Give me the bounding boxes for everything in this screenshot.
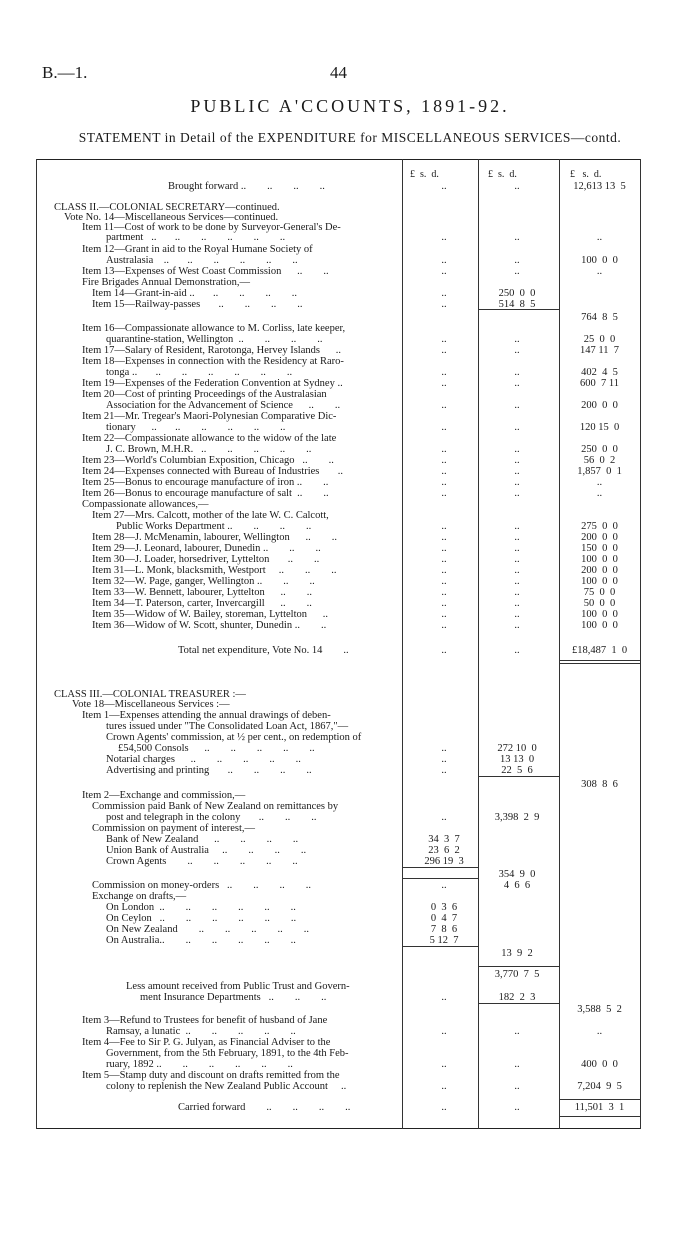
- column-header-1: £ s. d.: [410, 169, 439, 180]
- amount-c3: 11,501 3 1: [574, 1102, 625, 1113]
- subtotal-rule: [559, 663, 640, 664]
- amount-c1: ..: [441, 554, 447, 565]
- amount-c3: 402 4 5: [581, 367, 618, 378]
- row-description: Item 3—Refund to Trustees for benefit of husband of Jane: [82, 1015, 328, 1026]
- row-description: partment .. .. .. .. .. ..: [106, 232, 286, 243]
- row-description: Carried forward .. .. .. ..: [178, 1102, 351, 1113]
- row-description: £54,500 Consols .. .. .. .. ..: [118, 743, 315, 754]
- row-description: On Australia.. .. .. .. .. ..: [106, 935, 296, 946]
- amount-c1: ..: [441, 765, 447, 776]
- amount-c3: £18,487 1 0: [571, 645, 628, 656]
- row-description: colony to replenish the New Zealand Public Account ..: [106, 1081, 347, 1092]
- row-description: post and telegraph in the colony .. .. ..: [106, 812, 317, 823]
- amount-c1: ..: [441, 587, 447, 598]
- amount-c2: ..: [514, 1102, 520, 1113]
- subtotal-rule: [559, 1116, 640, 1117]
- amount-c2: ..: [514, 1059, 520, 1070]
- amount-c1: ..: [441, 266, 447, 277]
- row-description: On Ceylon .. .. .. .. .. ..: [106, 913, 297, 924]
- amount-c2: 13 13 0: [499, 754, 535, 765]
- amount-c2: ..: [514, 444, 520, 455]
- page-number: 44: [330, 63, 347, 82]
- amount-c1: ..: [441, 455, 447, 466]
- amount-c2: 3,398 2 9: [494, 812, 540, 823]
- row-description: ment Insurance Departments .. .. ..: [140, 992, 327, 1003]
- row-description: Bank of New Zealand .. .. .. ..: [106, 834, 299, 845]
- document-reference: B.—1.: [42, 63, 88, 82]
- amount-c2: 250 0 0: [498, 288, 536, 299]
- amount-c2: 514 8 5: [498, 299, 536, 310]
- row-description: Item 12—Grant in aid to the Royal Humane Society of: [82, 244, 313, 255]
- subtotal-rule: [402, 946, 478, 947]
- row-description: Item 21—Mr. Tregear's Maori-Polynesian Comparative Dic-: [82, 411, 337, 422]
- amount-c1: ..: [441, 488, 447, 499]
- row-description: Commission paid Bank of New Zealand on remittances by: [92, 801, 339, 812]
- amount-c2: ..: [514, 532, 520, 543]
- amount-c2: ..: [514, 255, 520, 266]
- amount-c1: ..: [441, 422, 447, 433]
- amount-c1: ..: [441, 232, 447, 243]
- statement-subtitle: STATEMENT in Detail of the EXPENDITURE for MISCELLANEOUS SERVICES—contd.: [78, 130, 622, 145]
- amount-c1: 7 8 6: [430, 924, 458, 935]
- amount-c3: ..: [596, 232, 603, 243]
- row-description: Crown Agents' commission, at ½ per cent., on redemption of: [106, 732, 362, 743]
- row-description: Item 34—T. Paterson, carter, Invercargill .. ..: [92, 598, 312, 609]
- amount-c2: ..: [514, 488, 520, 499]
- table-top-rule: [36, 159, 640, 160]
- amount-c3: 275 0 0: [581, 521, 618, 532]
- amount-c3: 308 8 6: [581, 779, 618, 790]
- amount-c2: ..: [514, 400, 520, 411]
- amount-c3: 400 0 0: [581, 1059, 618, 1070]
- row-description: CLASS III.—COLONIAL TREASURER :—: [54, 689, 246, 700]
- amount-c1: ..: [441, 288, 447, 299]
- amount-c2: ..: [514, 521, 520, 532]
- row-description: Item 15—Railway-passes .. .. .. ..: [92, 299, 303, 310]
- amount-c2: ..: [514, 422, 520, 433]
- amount-c2: ..: [514, 334, 520, 345]
- row-description: Item 20—Cost of printing Proceedings of the Australasian: [82, 389, 327, 400]
- amount-c3: ..: [596, 477, 603, 488]
- subtotal-rule: [402, 878, 478, 879]
- row-description: Item 11—Cost of work to be done by Surveyor-General's De-: [82, 222, 341, 233]
- amount-c1: ..: [441, 477, 447, 488]
- table-bottom-rule: [36, 1128, 640, 1129]
- subtotal-rule: [402, 867, 478, 868]
- amount-c1: ..: [441, 743, 447, 754]
- amount-c1: ..: [441, 754, 447, 765]
- amount-c1: ..: [441, 466, 447, 477]
- amount-c2: 13 9 2: [501, 948, 533, 959]
- amount-c1: ..: [441, 1026, 447, 1037]
- amount-c1: 0 4 7: [430, 913, 458, 924]
- row-description: Item 33—W. Bennett, labourer, Lyttelton .. ..: [92, 587, 312, 598]
- row-description: Vote 18—Miscellaneous Services :—: [72, 699, 230, 710]
- amount-c2: ..: [514, 181, 520, 192]
- amount-c3: 200 0 0: [581, 400, 618, 411]
- row-description: Compassionate allowances,—: [82, 499, 209, 510]
- amount-c3: 200 0 0: [581, 532, 618, 543]
- row-description: On London .. .. .. .. .. ..: [106, 902, 296, 913]
- amount-c2: ..: [514, 1026, 520, 1037]
- amount-c2: ..: [514, 598, 520, 609]
- amount-c3: 100 0 0: [581, 576, 618, 587]
- row-description: Total net expenditure, Vote No. 14 ..: [178, 645, 349, 656]
- row-description: Item 13—Expenses of West Coast Commission .. ..: [82, 266, 329, 277]
- amount-c3: ..: [596, 1026, 603, 1037]
- amount-c1: ..: [441, 609, 447, 620]
- row-description: Item 4—Fee to Sir P. G. Julyan, as Financial Adviser to the: [82, 1037, 331, 1048]
- row-description: tionary .. .. .. .. .. ..: [106, 422, 286, 433]
- column-header-3: £ s. d.: [570, 169, 602, 180]
- row-description: Advertising and printing .. .. .. ..: [106, 765, 312, 776]
- amount-c1: ..: [441, 334, 447, 345]
- amount-c1: ..: [441, 378, 447, 389]
- amount-c1: ..: [441, 812, 447, 823]
- column-header-2: £ s. d.: [488, 169, 517, 180]
- row-description: Item 31—L. Monk, blacksmith, Westport .. .. ..: [92, 565, 337, 576]
- subtotal-rule: [478, 1003, 559, 1004]
- amount-c3: 7,204 9 5: [577, 1081, 622, 1092]
- amount-c2: ..: [514, 620, 520, 631]
- amount-c2: ..: [514, 477, 520, 488]
- row-description: Commission on payment of interest,—: [92, 823, 256, 834]
- amount-c2: ..: [514, 266, 520, 277]
- amount-c2: ..: [514, 367, 520, 378]
- row-description: Item 2—Exchange and commission,—: [82, 790, 246, 801]
- row-description: Ramsay, a lunatic .. .. .. .. ..: [106, 1026, 296, 1037]
- amount-c1: ..: [441, 367, 447, 378]
- row-description: Item 1—Expenses attending the annual drawings of deben-: [82, 710, 331, 721]
- amount-c2: ..: [514, 1081, 520, 1092]
- amount-c1: 296 19 3: [424, 856, 464, 867]
- row-description: Item 17—Salary of Resident, Rarotonga, Hervey Islands ..: [82, 345, 341, 356]
- row-description: Commission on money-orders .. .. .. ..: [92, 880, 312, 891]
- amount-c2: 22 5 6: [501, 765, 533, 776]
- amount-c2: 182 2 3: [498, 992, 536, 1003]
- column-divider-3: [559, 159, 560, 1129]
- subtotal-rule: [478, 776, 559, 777]
- amount-c3: 100 0 0: [581, 255, 618, 266]
- amount-c3: 3,588 5 2: [577, 1004, 622, 1015]
- row-description: CLASS II.—COLONIAL SECRETARY—continued.: [54, 202, 280, 213]
- amount-c2: ..: [514, 345, 520, 356]
- amount-c1: ..: [441, 1059, 447, 1070]
- amount-c2: ..: [514, 609, 520, 620]
- amount-c3: ..: [596, 266, 603, 277]
- row-description: Item 18—Expenses in connection with the Residency at Raro-: [82, 356, 344, 367]
- row-description: ruary, 1892 .. .. .. .. .. ..: [106, 1059, 293, 1070]
- row-description: Item 27—Mrs. Calcott, mother of the late W. C. Calcott,: [92, 510, 329, 521]
- amount-c1: 23 6 2: [428, 845, 460, 856]
- amount-c2: ..: [514, 565, 520, 576]
- row-description: Vote No. 14—Miscellaneous Services—continued.: [64, 212, 279, 223]
- amount-c1: ..: [441, 1081, 447, 1092]
- amount-c1: ..: [441, 598, 447, 609]
- amount-c3: 56 0 2: [583, 455, 616, 466]
- row-description: Item 22—Compassionate allowance to the widow of the late: [82, 433, 337, 444]
- amount-c2: ..: [514, 543, 520, 554]
- amount-c1: ..: [441, 532, 447, 543]
- row-description: quarantine-station, Wellington .. .. .. ..: [106, 334, 323, 345]
- amount-c3: 150 0 0: [581, 543, 618, 554]
- amount-c3: 75 0 0: [583, 587, 616, 598]
- row-description: Item 28—J. McMenamin, labourer, Wellington .. ..: [92, 532, 337, 543]
- row-description: Item 29—J. Leonard, labourer, Dunedin .. .. ..: [92, 543, 321, 554]
- amount-c1: ..: [441, 299, 447, 310]
- amount-c3: 50 0 0: [583, 598, 616, 609]
- amount-c1: 5 12 7: [429, 935, 459, 946]
- row-description: Item 19—Expenses of the Federation Convention at Sydney ..: [82, 378, 343, 389]
- amount-c3: 250 0 0: [581, 444, 618, 455]
- amount-c2: 354 9 0: [498, 869, 536, 880]
- row-description: Association for the Advancement of Science .. ..: [106, 400, 341, 411]
- row-description: Australasia .. .. .. .. .. ..: [106, 255, 298, 266]
- row-description: Union Bank of Australia .. .. .. ..: [106, 845, 307, 856]
- amount-c1: ..: [441, 400, 447, 411]
- row-description: Fire Brigades Annual Demonstration,—: [82, 277, 250, 288]
- amount-c1: ..: [441, 576, 447, 587]
- amount-c1: ..: [441, 255, 447, 266]
- row-description: tonga .. .. .. .. .. .. ..: [106, 367, 293, 378]
- row-description: tures issued under "The Consolidated Loan Act, 1867,"—: [106, 721, 349, 732]
- amount-c1: ..: [441, 992, 447, 1003]
- amount-c1: ..: [441, 543, 447, 554]
- amount-c2: ..: [514, 554, 520, 565]
- amount-c1: ..: [441, 620, 447, 631]
- amount-c3: 1,857 0 1: [577, 466, 622, 477]
- amount-c2: ..: [514, 378, 520, 389]
- row-description: Item 36—Widow of W. Scott, shunter, Dunedin .. ..: [92, 620, 327, 631]
- amount-c2: ..: [514, 576, 520, 587]
- amount-c3: 12,613 13 5: [573, 181, 626, 192]
- subtotal-rule: [559, 660, 640, 661]
- amount-c1: 34 3 7: [428, 834, 460, 845]
- amount-c3: 100 0 0: [581, 609, 618, 620]
- amount-c1: ..: [441, 345, 447, 356]
- row-description: Less amount received from Public Trust and Govern-: [126, 981, 350, 992]
- subtotal-rule: [559, 1099, 640, 1100]
- amount-c2: 3,770 7 5: [494, 969, 540, 980]
- row-description: Item 14—Grant-in-aid .. .. .. .. ..: [92, 288, 298, 299]
- row-description: Item 25—Bonus to encourage manufacture of iron .. ..: [82, 477, 329, 488]
- table-left-border: [36, 159, 37, 1129]
- table-right-border: [640, 159, 641, 1129]
- amount-c2: ..: [514, 232, 520, 243]
- amount-c3: 147 11 7: [580, 345, 619, 356]
- amount-c1: ..: [441, 444, 447, 455]
- amount-c3: 100 0 0: [581, 620, 618, 631]
- amount-c1: ..: [441, 521, 447, 532]
- row-description: J. C. Brown, M.H.R. .. .. .. .. ..: [106, 444, 312, 455]
- row-description: Item 16—Compassionate allowance to M. Corliss, late keeper,: [82, 323, 346, 334]
- row-description: Public Works Department .. .. .. ..: [116, 521, 312, 532]
- page-title: PUBLIC A'CCOUNTS, 1891-92.: [190, 96, 510, 116]
- row-description: Government, from the 5th February, 1891, to the 4th Feb-: [106, 1048, 349, 1059]
- amount-c1: ..: [441, 565, 447, 576]
- amount-c3: 600 7 11: [580, 378, 619, 389]
- row-description: Item 24—Expenses connected with Bureau of Industries ..: [82, 466, 343, 477]
- amount-c2: 272 10 0: [497, 743, 537, 754]
- amount-c3: 764 8 5: [581, 312, 618, 323]
- row-description: Notarial charges .. .. .. .. ..: [106, 754, 301, 765]
- row-description: Item 23—World's Columbian Exposition, Chicago .. ..: [82, 455, 334, 466]
- row-description: On New Zealand .. .. .. .. ..: [106, 924, 309, 935]
- row-description: Brought forward .. .. .. ..: [168, 181, 325, 192]
- amount-c2: ..: [514, 466, 520, 477]
- row-description: Item 26—Bonus to encourage manufacture of salt .. ..: [82, 488, 329, 499]
- amount-c2: ..: [514, 587, 520, 598]
- amount-c2: ..: [514, 455, 520, 466]
- amount-c2: 4 6 6: [503, 880, 531, 891]
- amount-c1: ..: [441, 181, 447, 192]
- amount-c1: ..: [441, 645, 447, 656]
- subtotal-rule: [478, 966, 559, 967]
- row-description: Item 35—Widow of W. Bailey, storeman, Lyttelton ..: [92, 609, 328, 620]
- amount-c1: ..: [441, 1102, 447, 1113]
- amount-c1: 0 3 6: [430, 902, 458, 913]
- row-description: Item 30—J. Loader, horsedriver, Lyttelton .. ..: [92, 554, 320, 565]
- amount-c3: 100 0 0: [581, 554, 618, 565]
- amount-c3: 25 0 0: [583, 334, 616, 345]
- amount-c2: ..: [514, 645, 520, 656]
- row-description: Item 5—Stamp duty and discount on drafts remitted from the: [82, 1070, 340, 1081]
- amount-c3: 120 15 0: [579, 422, 620, 433]
- amount-c3: ..: [596, 488, 603, 499]
- amount-c1: ..: [441, 880, 447, 891]
- row-description: Exchange on drafts,—: [92, 891, 187, 902]
- amount-c3: 200 0 0: [581, 565, 618, 576]
- row-description: Crown Agents .. .. .. .. ..: [106, 856, 298, 867]
- row-description: Item 32—W. Page, ganger, Wellington .. .. ..: [92, 576, 315, 587]
